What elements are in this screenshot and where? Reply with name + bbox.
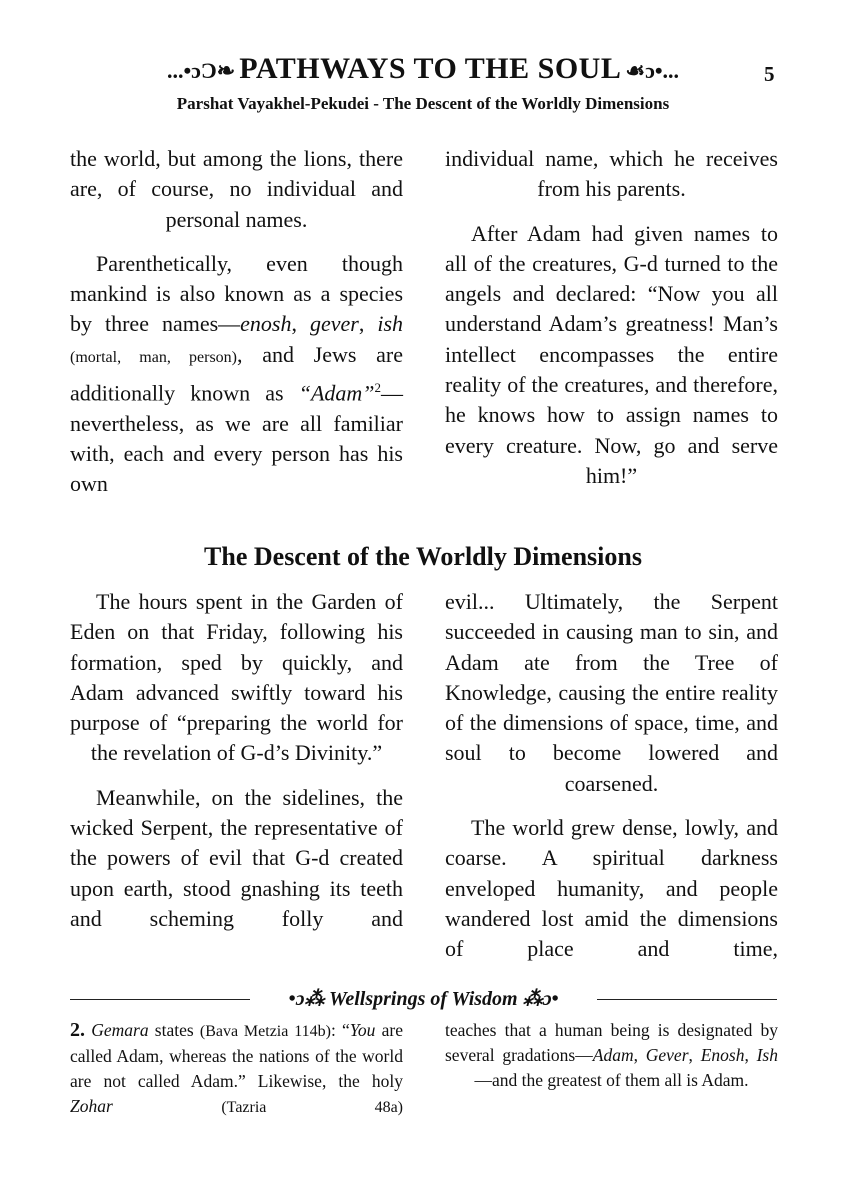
book-title: PATHWAYS TO THE SOUL xyxy=(239,52,622,85)
text-segment: —and the greatest of them all is Adam. xyxy=(474,1070,749,1090)
text-segment: gever xyxy=(309,311,359,337)
text-segment: —nevertheless, as we are all familiar with, each and every person has his own xyxy=(70,380,403,497)
paragraph xyxy=(70,587,403,769)
section1-right-column xyxy=(445,144,778,505)
text-segment: Parenthetically, even though mankind is also known as a species by three names— xyxy=(70,250,403,337)
chapter-subtitle: Parshat Vayakhel-Pekudei - The Descent of the Worldly Dimensions xyxy=(176,94,670,113)
paragraph xyxy=(70,144,403,235)
paragraph xyxy=(445,144,778,205)
text-segment: , xyxy=(358,311,378,337)
text-segment xyxy=(113,1096,222,1116)
text-segment: (Tazria 48a) xyxy=(221,1099,403,1116)
text-segment: 2. xyxy=(70,1019,85,1041)
text-segment: Gemara xyxy=(91,1020,149,1040)
text-segment: enosh xyxy=(240,311,292,337)
footnote-separator: •ɔ⁂ Wellsprings of Wisdom ⁂ɔ• xyxy=(70,988,777,1010)
text-segment: After Adam had given names to all of the creatures, G-d turned to the angels and declared: “Now you all understand Adam’s greatness! Man’s intellect encompasses the entire reality of the creatures, and therefore, he knows how to assign names to every creature. Now, go and serve him!” xyxy=(445,220,778,488)
text-segment: the world, but among the lions, there are, of course, no individual and personal names. xyxy=(70,146,403,232)
paragraph xyxy=(445,587,778,799)
text-segment: individual name, which he receives from his parents. xyxy=(445,146,778,202)
text-segment: Enosh xyxy=(700,1045,745,1065)
paragraph xyxy=(445,219,778,492)
text-segment: ish xyxy=(377,311,404,337)
paragraph xyxy=(445,813,778,964)
text-segment: , xyxy=(633,1045,646,1065)
text-segment: Adam xyxy=(592,1045,634,1065)
running-header xyxy=(0,52,846,86)
ornament-right-icon: ☙ɔ•... xyxy=(625,58,680,83)
text-segment: (mortal, man, person) xyxy=(70,348,238,366)
section2-left-column xyxy=(70,587,403,948)
text-segment: teaches that a human being is designated by several gradations— xyxy=(445,1020,778,1065)
text-segment: “Adam” xyxy=(298,380,375,406)
separator-label: Wellsprings of Wisdom xyxy=(329,988,518,1010)
text-segment: are called Adam, whereas the nations of the world are not called Adam.” Likewise, the holy xyxy=(70,1020,403,1091)
text-segment: Zohar xyxy=(70,1096,113,1116)
text-segment: evil... Ultimately, the Serpent succeeded in causing man to sin, and Adam ate from the Tree of Knowledge, causing the entire reality of the dimensions of space, time, and soul to become lowered and coarsened. xyxy=(445,589,778,796)
ornament-left-icon: ...•ɔƆ❧ xyxy=(166,58,236,83)
text-segment: (Bava Metzia 114b) xyxy=(199,1023,331,1040)
footnote-right xyxy=(445,1018,778,1093)
footnote-ref[interactable]: 2 xyxy=(374,380,381,396)
footnote-left xyxy=(70,1018,403,1120)
text-segment: You xyxy=(349,1020,376,1040)
text-segment: , and Jews are additionally known as xyxy=(70,341,403,406)
text-segment: , xyxy=(291,311,310,337)
text-segment: Meanwhile, on the sidelines, the wicked Serpent, the representative of the powers of evil that G-d created upon earth, stood gnashing its teeth and scheming folly and xyxy=(70,784,403,931)
text-segment: Ish xyxy=(756,1045,778,1065)
text-segment: Gever xyxy=(645,1045,689,1065)
text-segment: The hours spent in the Garden of Eden on that Friday, following his formation, sped by quickly, and Adam advanced swiftly toward his purpose of “preparing the world for the revelation of G-d’s Divinity.” xyxy=(70,589,403,766)
text-segment: , xyxy=(688,1045,701,1065)
text-segment: states xyxy=(148,1020,200,1040)
paragraph xyxy=(70,249,403,500)
paragraph xyxy=(70,783,403,934)
text-segment: : “ xyxy=(330,1020,350,1040)
page-number: 5 xyxy=(764,62,775,86)
text-segment: The world grew dense, lowly, and coarse. A spiritual darkness enveloped humanity, and people wandered lost amid the dimensions of place and time, xyxy=(445,815,778,962)
section1-left-column xyxy=(70,144,403,514)
section-heading: The Descent of the Worldly Dimensions xyxy=(204,542,642,571)
text-segment: , xyxy=(744,1045,757,1065)
section2-right-column xyxy=(445,587,778,979)
